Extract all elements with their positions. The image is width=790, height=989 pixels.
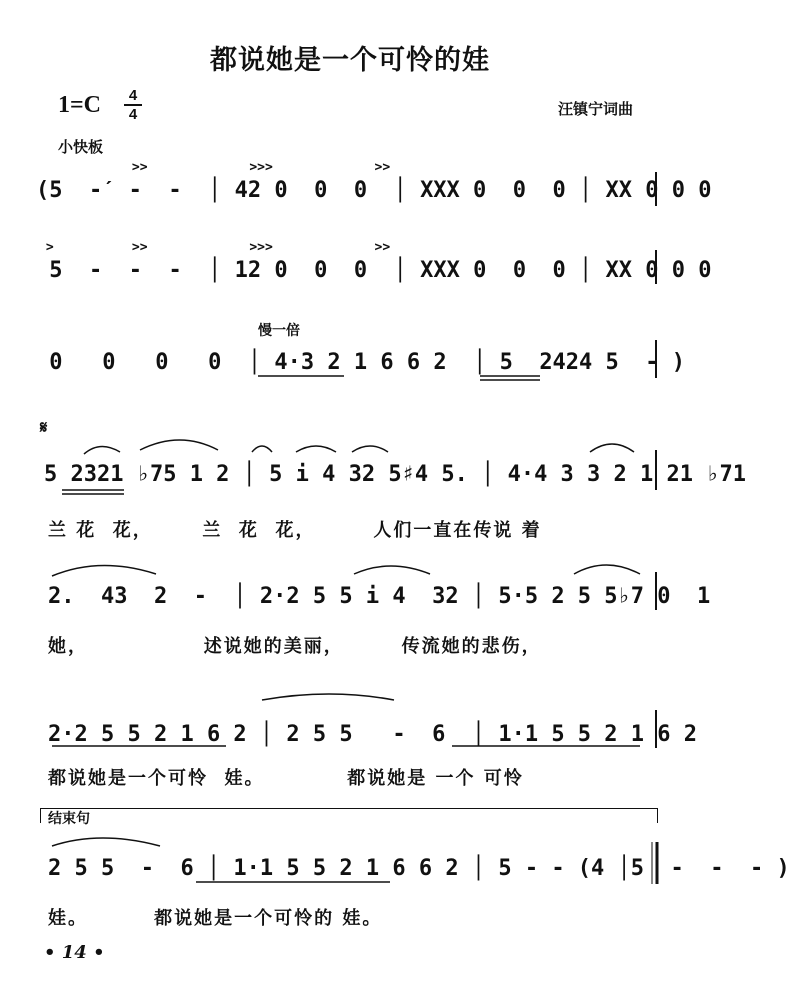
notation-row-6: 2·2 5 5 2 1 6 2 │ 2 5 5 - 6 │ 1·1 5 5 2 1 6 2 [48, 722, 698, 747]
lyrics-row-7: 娃。 都说她是一个可怜的 娃。 [48, 908, 383, 929]
lyrics-row-6: 都说她是一个可怜 娃。 都说她是 一个 可怜 [48, 768, 524, 789]
composer-credit: 汪镇宁词曲 [558, 100, 634, 118]
song-title: 都说她是一个可怜的娃 [210, 45, 490, 76]
notation-row-7: 2 5 5 - 6 │ 1·1 5 5 2 1 6 6 2 │ 5 - - (4 │5 - - - ) [48, 856, 790, 881]
notation-row-1: (5 -ˊ - - │ 42 0 0 0 │ XXX 0 0 0 │ XX 0 0 0 [36, 178, 712, 203]
accent-marks: > >> >>> >> [38, 240, 391, 255]
key-signature: 1=C [58, 92, 102, 118]
time-signature-top: 4 [128, 87, 138, 104]
notation-row-4: 5 2321 ♭75 1 2 │ 5 i 4 32 5♯4 5. │ 4·4 3 3 2 1 21 ♭71 [44, 462, 746, 487]
time-signature-bottom: 4 [128, 106, 138, 123]
page-number: • 14 • [44, 942, 105, 963]
lyrics-row-4: 兰 花 花， 兰 花 花， 人们一直在传说 着 [48, 520, 542, 541]
accent-marks: >> >>> >> [38, 160, 391, 175]
lyrics-row-5: 她， 述说她的美丽， 传流她的悲伤， [48, 636, 542, 657]
notation-row-2: 5 - - - │ 12 0 0 0 │ XXX 0 0 0 │ XX 0 0 0 [36, 258, 712, 283]
notation-row-5: 2. 43 2 - │ 2·2 5 5 i 4 32 │ 5·5 2 5 5♭7 0 1 [48, 584, 711, 609]
tempo-change-label: 慢一倍 [258, 323, 300, 339]
segno-sign: 𝄋 [40, 418, 48, 438]
tempo-marking: 小快板 [58, 138, 104, 156]
ending-label: 结束句 [48, 811, 90, 827]
notation-row-3: 0 0 0 0 │ 4·3 2 1 6 6 2 │ 5 2424 5 - ) [36, 350, 686, 375]
